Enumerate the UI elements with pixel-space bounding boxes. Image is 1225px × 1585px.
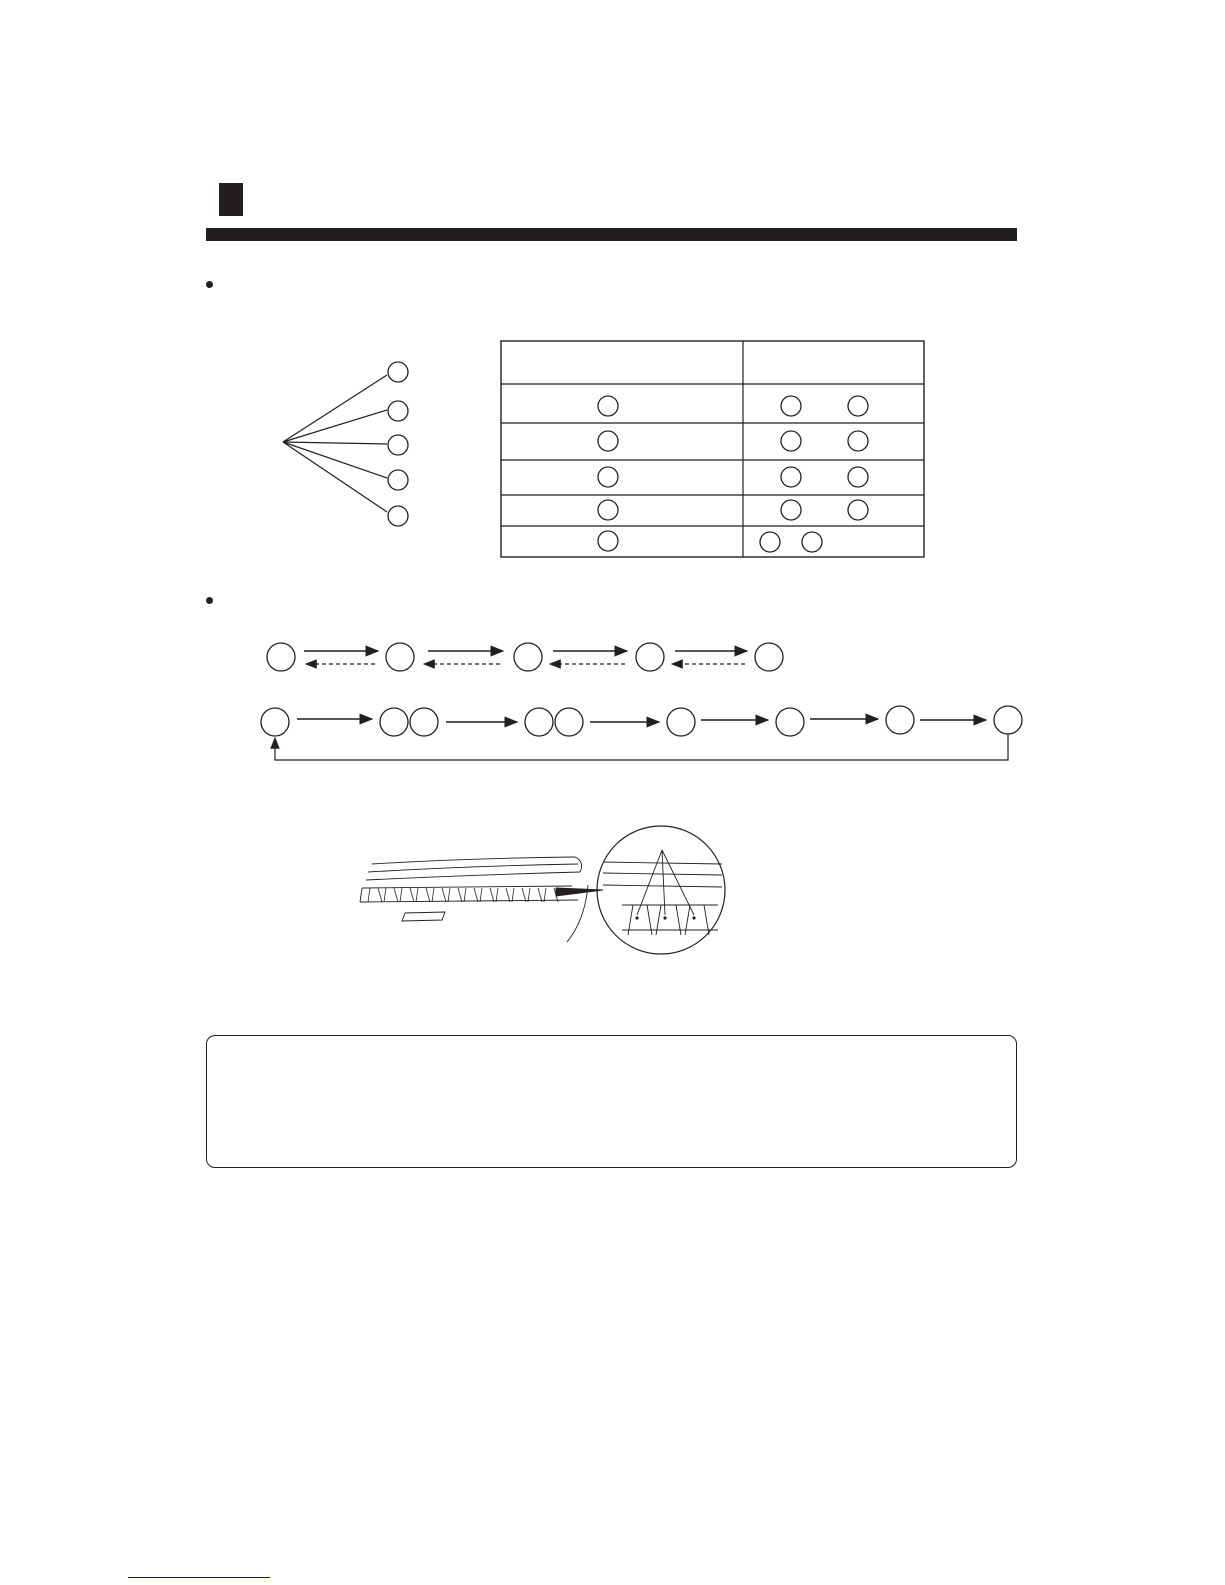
- table-circle-icon: [781, 396, 801, 416]
- table-circle-icon: [760, 532, 780, 552]
- mode-table: [501, 341, 924, 557]
- step-circle-icon: [388, 401, 408, 421]
- step-circle-icon: [388, 435, 408, 455]
- table-circle-icon: [598, 531, 618, 551]
- table-circle-icon: [781, 467, 801, 487]
- step-circle-icon: [886, 706, 914, 734]
- step-circle-icon: [388, 362, 408, 382]
- table-circle-icon: [781, 431, 801, 451]
- step-circle-icon: [386, 643, 414, 671]
- footer-link-underline: [128, 1577, 270, 1578]
- step-circle-icon: [667, 708, 695, 736]
- step-circle-icon: [267, 643, 295, 671]
- step-circle-icon: [525, 708, 553, 736]
- notice-box: [206, 1035, 1017, 1168]
- step-circle-icon: [514, 643, 542, 671]
- step-circle-icon: [380, 708, 408, 736]
- step-circle-icon: [261, 708, 289, 736]
- step-circle-icon: [994, 706, 1022, 734]
- step-circle-icon: [410, 708, 438, 736]
- table-circle-icon: [598, 396, 618, 416]
- table-circle-icon: [598, 431, 618, 451]
- table-circle-icon: [848, 431, 868, 451]
- table-circle-icon: [848, 500, 868, 520]
- step-circle-icon: [388, 506, 408, 526]
- flow-row-cycle: [261, 706, 1022, 760]
- table-circle-icon: [848, 467, 868, 487]
- table-circle-icon: [598, 500, 618, 520]
- table-circle-icon: [781, 500, 801, 520]
- fan-diagram: [283, 362, 408, 526]
- flow-row-bidirectional: [267, 643, 783, 671]
- step-circle-icon: [755, 643, 783, 671]
- table-circle-icon: [848, 396, 868, 416]
- step-circle-icon: [776, 708, 804, 736]
- louver-vane-closeup-drawing: [360, 826, 725, 954]
- table-circle-icon: [802, 532, 822, 552]
- step-circle-icon: [555, 708, 583, 736]
- step-circle-icon: [636, 643, 664, 671]
- step-circle-icon: [388, 470, 408, 490]
- table-circle-icon: [598, 467, 618, 487]
